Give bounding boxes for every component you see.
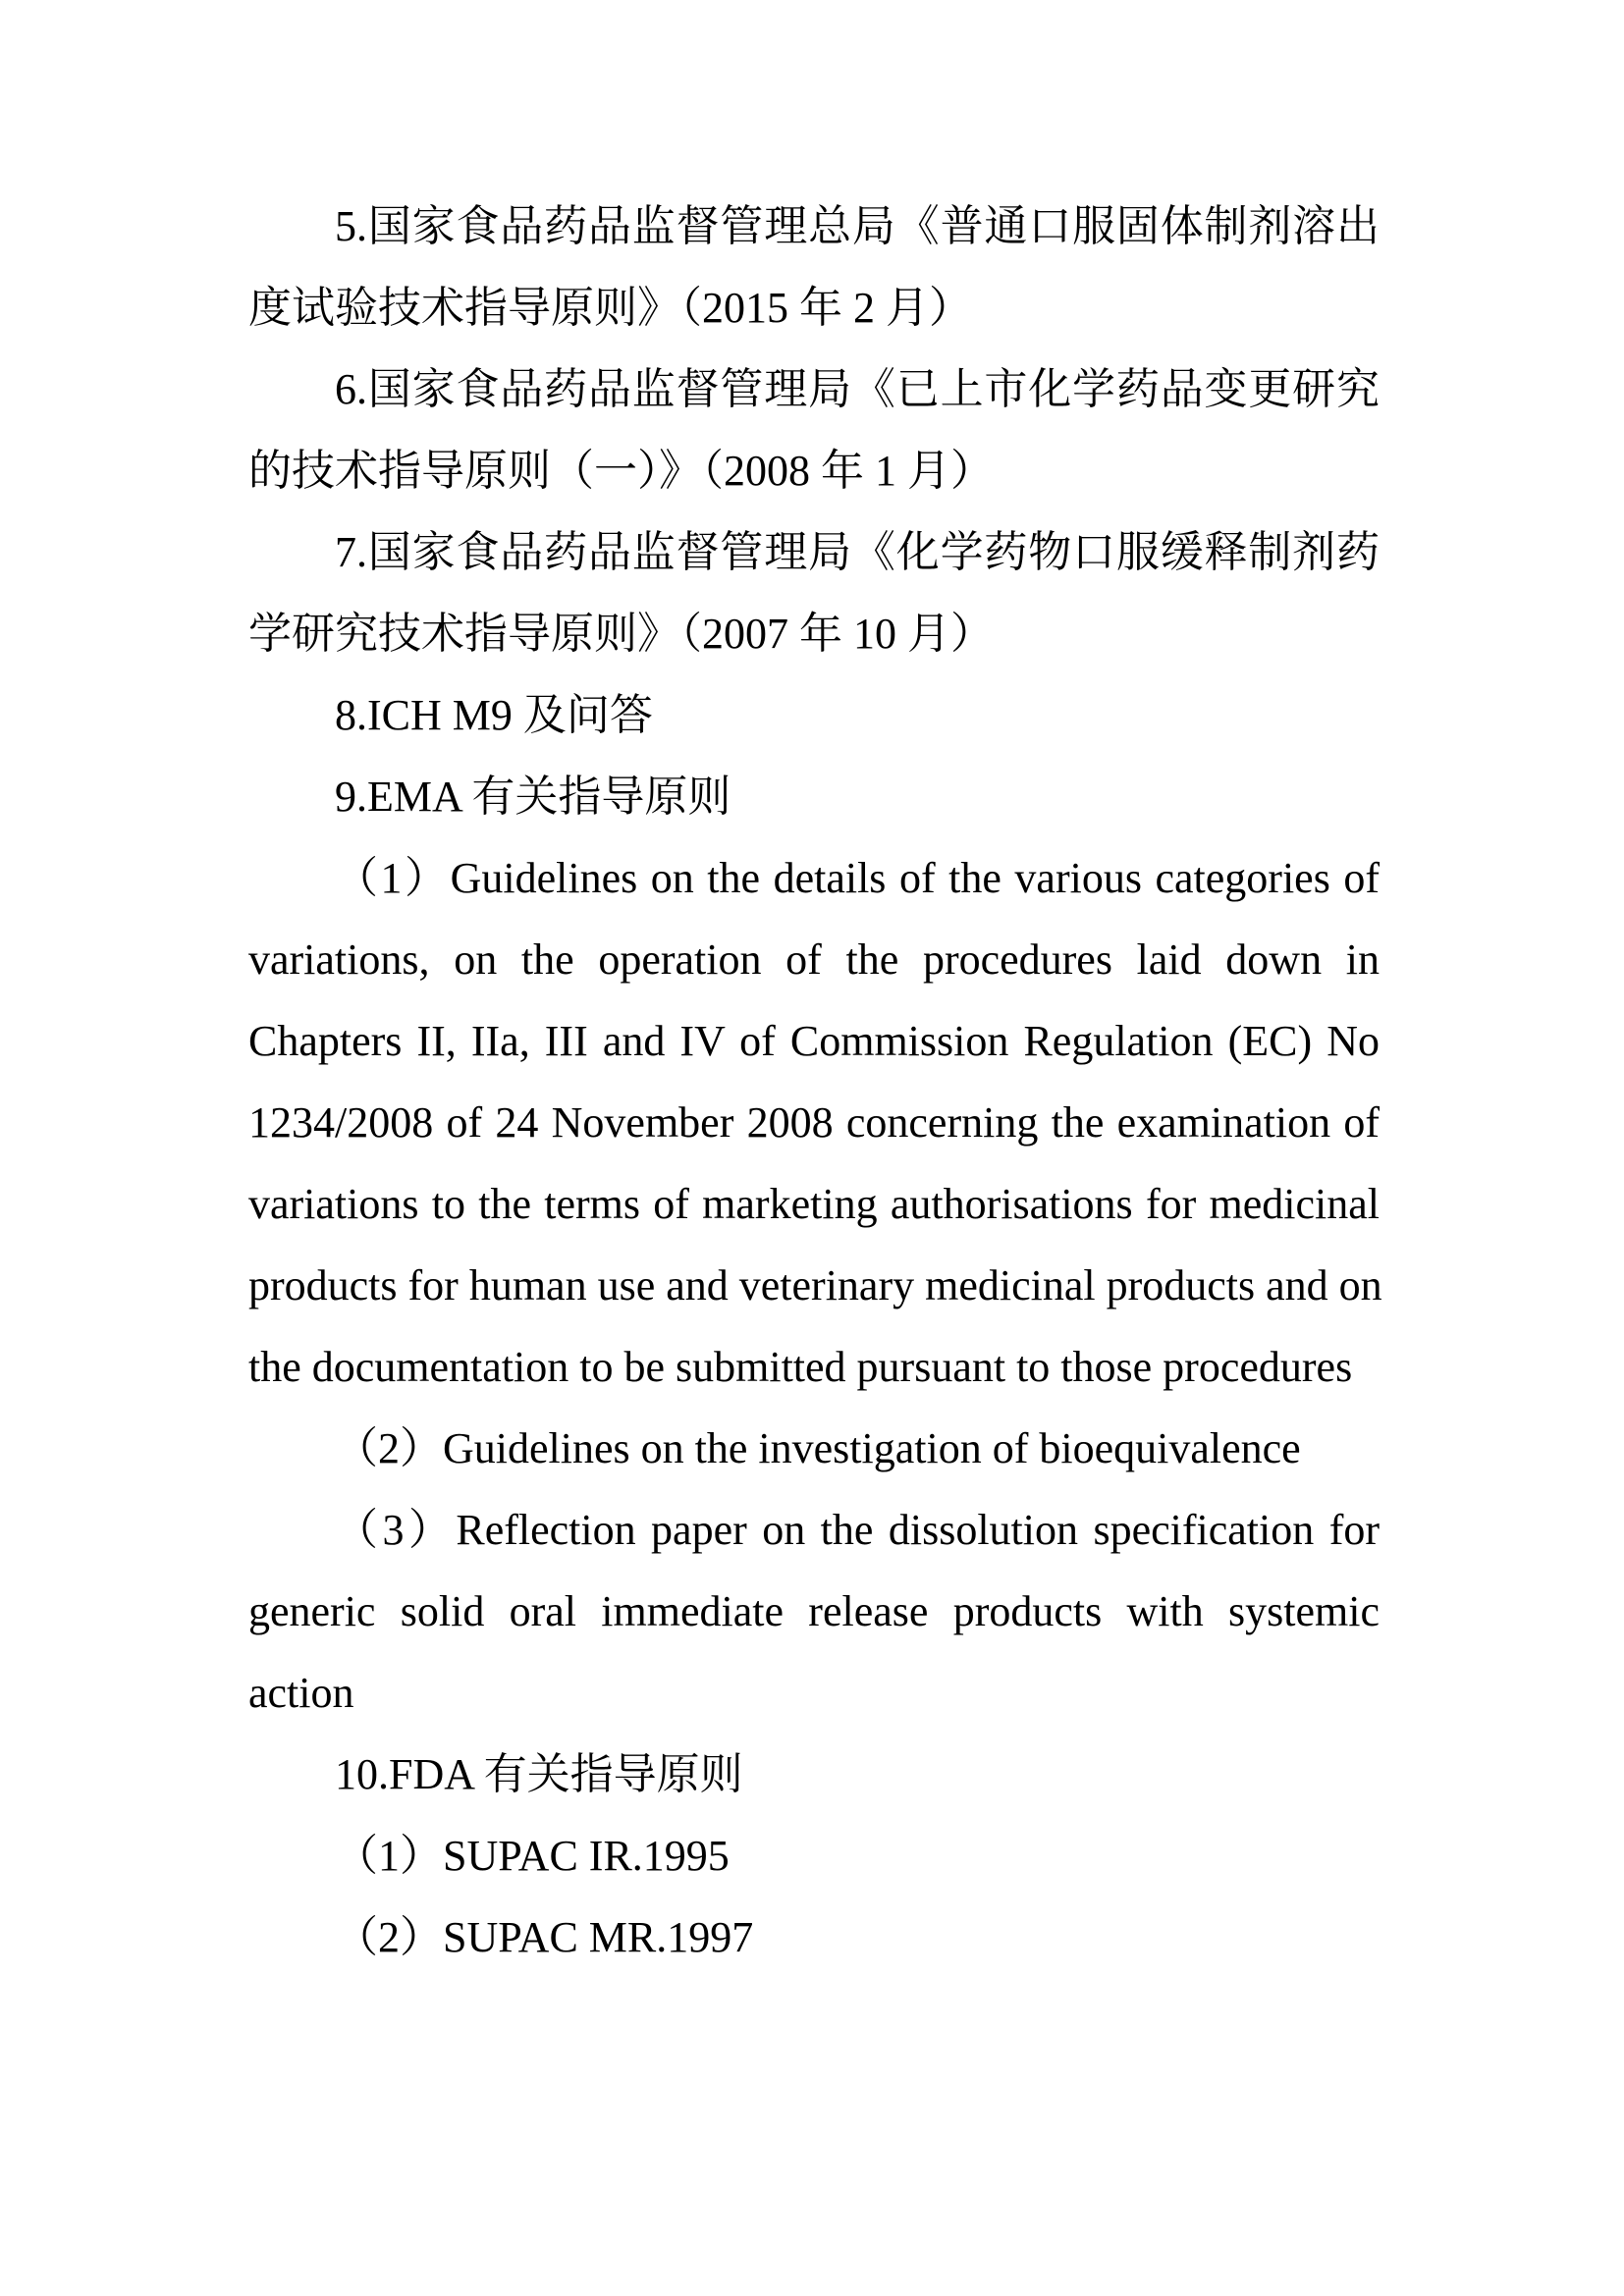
text-line: products for human use and veterinary medicinal products and on: [248, 1261, 1382, 1309]
text-line: Chapters II, IIa, III and IV of Commission Regulation (EC) No: [248, 1017, 1380, 1065]
text-line: （3）Reflection paper on the dissolution specification for: [335, 1506, 1380, 1554]
text-line: 度试验技术指导原则》（2015 年 2 月）: [248, 284, 972, 332]
text-line: 的技术指导原则（一）》（2008 年 1 月）: [248, 447, 994, 495]
reference-7: [248, 511, 1380, 674]
text-line: action: [248, 1669, 354, 1717]
text-line: 6.国家食品药品监督管理局《已上市化学药品变更研究: [335, 365, 1380, 413]
text-line: 1234/2008 of 24 November 2008 concerning the examination of: [248, 1098, 1380, 1147]
reference-5: [248, 186, 1380, 348]
text-line: 学研究技术指导原则》（2007 年 10 月）: [248, 610, 994, 658]
text-line: the documentation to be submitted pursuant to those procedures: [248, 1343, 1353, 1391]
text-line: （1）SUPAC IR.1995: [335, 1832, 730, 1880]
reference-9-item-3: [248, 1489, 1380, 1734]
text-line: 8.ICH M9 及问答: [335, 691, 653, 739]
reference-8: [248, 674, 1380, 756]
reference-9-item-2: [248, 1408, 1380, 1489]
reference-10-item-1: [248, 1815, 1380, 1896]
text-line: variations, on the operation of the procedures laid down in: [248, 935, 1380, 984]
text-line: variations to the terms of marketing authorisations for medicinal: [248, 1180, 1380, 1228]
text-line: 5.国家食品药品监督管理总局《普通口服固体制剂溶出: [335, 202, 1380, 250]
text-line: 9.EMA 有关指导原则: [335, 773, 731, 821]
text-line: （1）Guidelines on the details of the various categories of: [335, 854, 1380, 902]
text-line: 10.FDA 有关指导原则: [335, 1750, 743, 1798]
reference-9: [248, 756, 1380, 837]
reference-9-item-1: [248, 837, 1380, 1408]
text-line: （2）Guidelines on the investigation of bioequivalence: [335, 1424, 1301, 1472]
text-line: （2）SUPAC MR.1997: [335, 1913, 754, 1961]
reference-10: [248, 1734, 1380, 1815]
text-line: 7.国家食品药品监督管理局《化学药物口服缓释制剂药: [335, 528, 1380, 576]
text-line: generic solid oral immediate release products with systemic: [248, 1587, 1380, 1635]
reference-10-item-2: [248, 1896, 1380, 1978]
reference-6: [248, 348, 1380, 511]
